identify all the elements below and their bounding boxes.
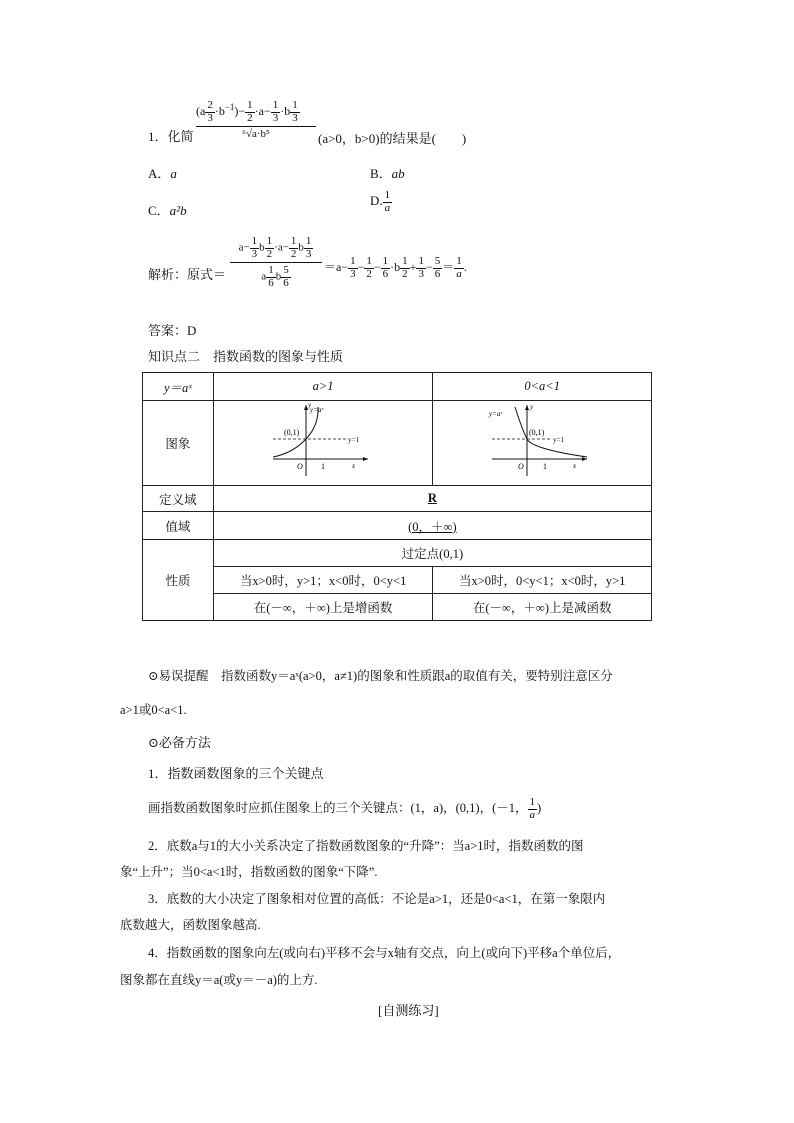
option-a: A．a — [148, 166, 177, 181]
header-a-lt-1: 0<a<1 — [433, 373, 652, 401]
mono-a-gt-1: 在(－∞，＋∞)上是增函数 — [213, 594, 433, 621]
question-1 — [148, 126, 194, 145]
properties-table — [142, 372, 652, 621]
g1-line-label: y=1 — [348, 436, 360, 444]
row-label-domain: 定义域 — [143, 486, 214, 512]
decreasing-exp-graph — [487, 401, 597, 481]
g1-curve-label: y=aˣ — [310, 406, 324, 414]
g2-x-label: x — [573, 462, 577, 470]
g2-curve-label: y=aˣ — [489, 410, 503, 418]
option-b: B．ab — [370, 166, 405, 181]
method-4-line-2: 图象都在直线y＝a(或y＝－a)的上方. — [120, 973, 318, 987]
methods-title: ⊙必备方法 — [148, 735, 211, 750]
increasing-exp-graph — [268, 401, 378, 481]
q1-tail: (a>0，b>0)的结果是( ) — [318, 131, 467, 146]
g1-origin: O — [297, 462, 303, 471]
q1-denominator: ⁶√a·b⁵ — [242, 128, 270, 141]
method-2-line-1: 2．底数a与1的大小关系决定了指数函数图象的“升降”：当a>1时，指数函数的图 — [148, 839, 584, 853]
solution-fraction: a− $\frac{1}{3}$ b $\frac{1}{2}$ ·a− $\frac{1}{2}$ b $\frac{1}{3}$ a $\frac{1}{6}$ b $\frac{5}{6}$ — [230, 236, 322, 289]
fixed-point: 过定点(0,1) — [213, 540, 651, 567]
method-3-line-2: 底数越大，函数图象越高. — [120, 918, 261, 932]
g1-x-label: x — [352, 462, 356, 470]
row-label-graph: 图象 — [143, 401, 214, 486]
g2-origin: O — [518, 462, 524, 471]
section-title: 知识点二 指数函数的图象与性质 — [148, 349, 344, 364]
g2-y-label: y — [530, 403, 534, 411]
tip-line-1: ⊙易误提醒 指数函数y＝aˣ(a>0，a≠1)的图象和性质跟a的取值有关，要特别注意区分 — [148, 669, 613, 683]
option-c: C．a²b — [148, 203, 187, 218]
row-label-props: 性质 — [143, 540, 214, 621]
graph-decreasing — [433, 401, 652, 486]
g1-one: 1 — [321, 462, 326, 471]
self-test-heading: [自测练习] — [378, 1003, 439, 1018]
method-1-body: 画指数函数图象时应抓住图象上的三个关键点：(1，a)，(0,1)，(－1， $\frac{1}{a}$ ) — [148, 796, 542, 821]
method-4-line-1: 4．指数函数的图象向左(或向右)平移不会与x轴有交点，向上(或向下)平移a个单位后， — [148, 946, 621, 960]
mono-a-lt-1: 在(－∞，＋∞)上是减函数 — [433, 594, 652, 621]
solution-label: 解析：原式＝ — [148, 267, 227, 282]
method-3-line-1: 3．底数的大小决定了图象相对位置的高低：不论是a>1，还是0<a<1，在第一象限内 — [148, 892, 606, 906]
g2-line-label: y=1 — [553, 436, 565, 444]
range-value: (0，＋∞) — [213, 512, 651, 540]
g1-y-label: y — [308, 401, 312, 409]
q1-numerator: (a $\frac{2}{3}$ $\cdot b^{-1})-$ $\frac{1}{2}$ ·a− $\frac{1}{3}$ ·b $\frac{1}{3}$ — [196, 100, 316, 127]
header-a-gt-1: a>1 — [213, 373, 433, 401]
method-1-title: 1．指数函数图象的三个关键点 — [148, 766, 324, 781]
option-d: D. $\frac{1}{a}$ — [370, 189, 391, 214]
answer: 答案：D — [148, 323, 197, 338]
domain-value: R — [213, 486, 651, 512]
prop-a-gt-1: 当x>0时，y>1；x<0时，0<y<1 — [213, 567, 433, 594]
solution-expansion: ＝a− $\frac{1}{3}$ − $\frac{1}{2}$ − $\frac{1}{6}$ ·b $\frac{1}{2}$ + $\frac{1}{3}$ − $\frac{5}{6}$ ＝ $\frac{1}{a}$ . — [324, 255, 467, 280]
tip-line-2: a>1或0<a<1. — [120, 703, 187, 717]
header-function: y＝aˣ — [143, 373, 214, 401]
g2-one: 1 — [543, 462, 548, 471]
g2-point-label: (0,1) — [529, 428, 545, 437]
row-label-range: 值域 — [143, 512, 214, 540]
prop-a-lt-1: 当x>0时，0<y<1；x<0时，y>1 — [433, 567, 652, 594]
q1-label: 1．化简 — [148, 129, 194, 144]
graph-increasing — [213, 401, 433, 486]
method-2-line-2: 象“上升”；当0<a<1时，指数函数的图象“下降”. — [120, 865, 378, 879]
g1-point-label: (0,1) — [284, 428, 300, 437]
q1-fraction — [196, 100, 316, 140]
